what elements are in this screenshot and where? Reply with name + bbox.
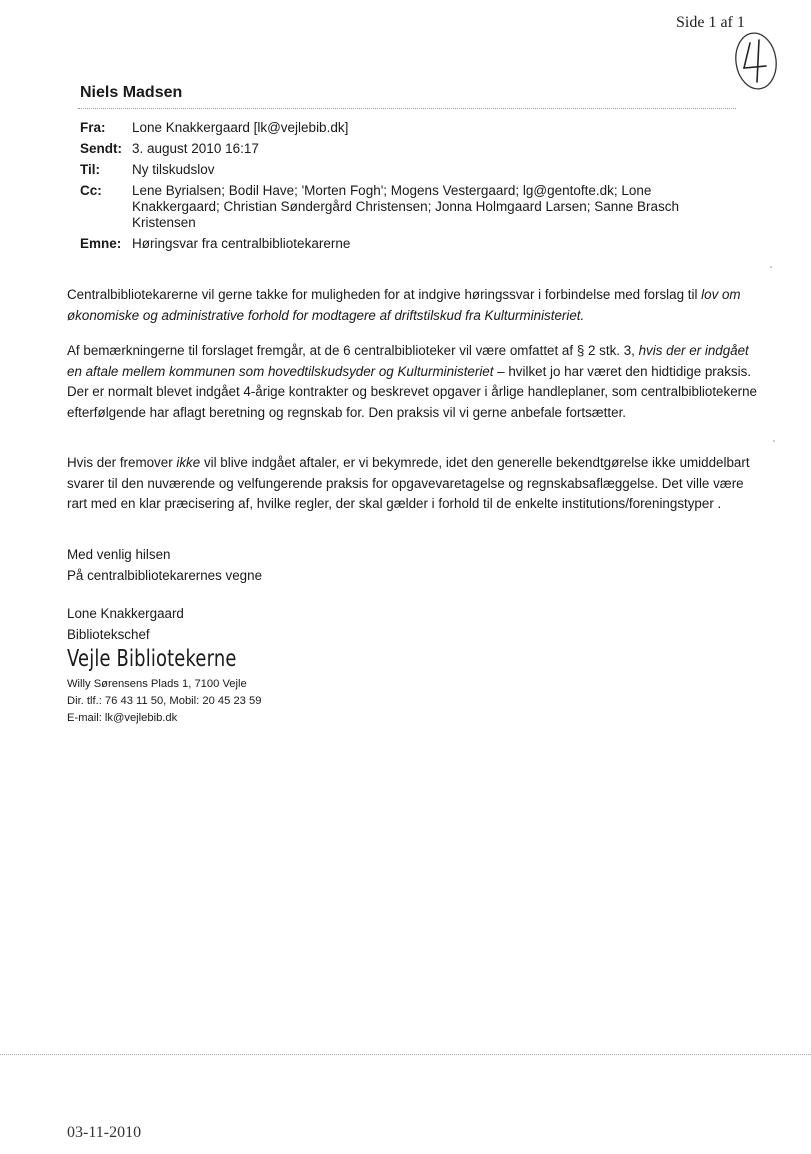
header-to-value: Ny tilskudslov: [132, 162, 215, 177]
header-cc-key: Cc:: [80, 183, 102, 198]
header-cc-value: Lene Byrialsen; Bodil Have; 'Morten Fogh'; Mogens Vestergaard; lg@gentofte.dk; Lone Knakkergaard; Christian Søndergård Christensen; Jonna Holmgaard Larsen; Sanne Brasch Kristensen: [132, 183, 680, 230]
scan-speck: [770, 266, 772, 268]
header-subject-key: Emne:: [80, 236, 122, 251]
body-emphasis: ikke: [176, 455, 201, 470]
contact-address: Willy Sørensens Plads 1, 7100 Vejle: [67, 678, 247, 690]
header-cc-row: [80, 183, 712, 236]
body-paragraph-1: [67, 285, 757, 326]
header-subject-row: [80, 236, 712, 257]
contact-phones: Dir. tlf.: 76 43 11 50, Mobil: 20 45 23 59: [67, 695, 262, 707]
header-subject-value: Høringsvar fra centralbibliotekarerne: [132, 236, 351, 251]
signature-block: [67, 604, 757, 645]
closing-greeting: Med venlig hilsen: [67, 547, 171, 562]
body-text: – hvilket jo har været den hidtidige praksis. Der er normalt blevet indgået 4-årige kontrakter og beskrevet opgaver i årlige handleplaner, som centralbibliotekerne efterfølgende har aflagt beretning og regnskab for. Den praksis vil vi gerne anbefale fortsætter.: [67, 363, 758, 420]
body-paragraph-3: [67, 453, 757, 515]
header-from-value: Lone Knakkergaard [lk@vejlebib.dk]: [132, 120, 349, 135]
body-text: vil blive indgået aftaler, er vi bekymrede, idet den generelle bekendtgørelse ikke umiddelbart svarer til den nuværende og velfungerende praksis for opgavevaretagelse og regnskabsaflæggelse. Det ville være rart med en klar præcisering af, hvilke regler, der skal gælder i forhold til de enkelte institutions/foreningstyper .: [67, 455, 750, 511]
header-to-key: Til:: [80, 162, 100, 177]
page-bottom-divider: [0, 1054, 811, 1055]
body-text: Centralbibliotekarerne vil gerne takke for muligheden for at indgive høringssvar i forbindelse med forslag til: [67, 287, 702, 302]
header-from-key: Fra:: [80, 120, 106, 135]
header-to-row: [80, 162, 712, 183]
header-sent-value: 3. august 2010 16:17: [132, 141, 259, 156]
print-date: 03-11-2010: [67, 1124, 142, 1141]
signature-name: Lone Knakkergaard: [67, 606, 184, 621]
email-header-fields: [80, 120, 712, 257]
body-emphasis: hvis der er indgået en aftale mellem kommunen som hovedtilskudsyder og Kulturministeriet: [67, 343, 749, 379]
signature-title: Bibliotekschef: [67, 626, 150, 642]
scan-speck: [773, 440, 775, 442]
header-divider: [78, 108, 736, 109]
header-sent-row: [80, 141, 712, 162]
body-text: Hvis der fremover: [67, 455, 177, 470]
header-from-row: [80, 120, 712, 141]
body-emphasis: lov om økonomiske og administrative forhold for modtagere af driftstilskud fra Kulturministeriet.: [67, 287, 741, 323]
organization-wordmark: Vejle Bibliotekerne: [67, 646, 237, 672]
handwritten-page-mark: [726, 16, 784, 96]
page-number-label: Side 1 af 1: [676, 14, 745, 31]
closing-on-behalf: På centralbibliotekarernes vegne: [67, 567, 263, 583]
contact-email: E-mail: lk@vejlebib.dk: [67, 712, 178, 724]
closing-block: [67, 545, 757, 586]
body-paragraph-2: [67, 341, 757, 423]
mailbox-owner-name: Niels Madsen: [80, 84, 183, 101]
body-text: Af bemærkningerne til forslaget fremgår, at de 6 centralbiblioteker vil være omfattet af § 2 stk. 3,: [67, 343, 639, 358]
header-sent-key: Sendt:: [80, 141, 122, 156]
contact-details: [67, 676, 261, 727]
